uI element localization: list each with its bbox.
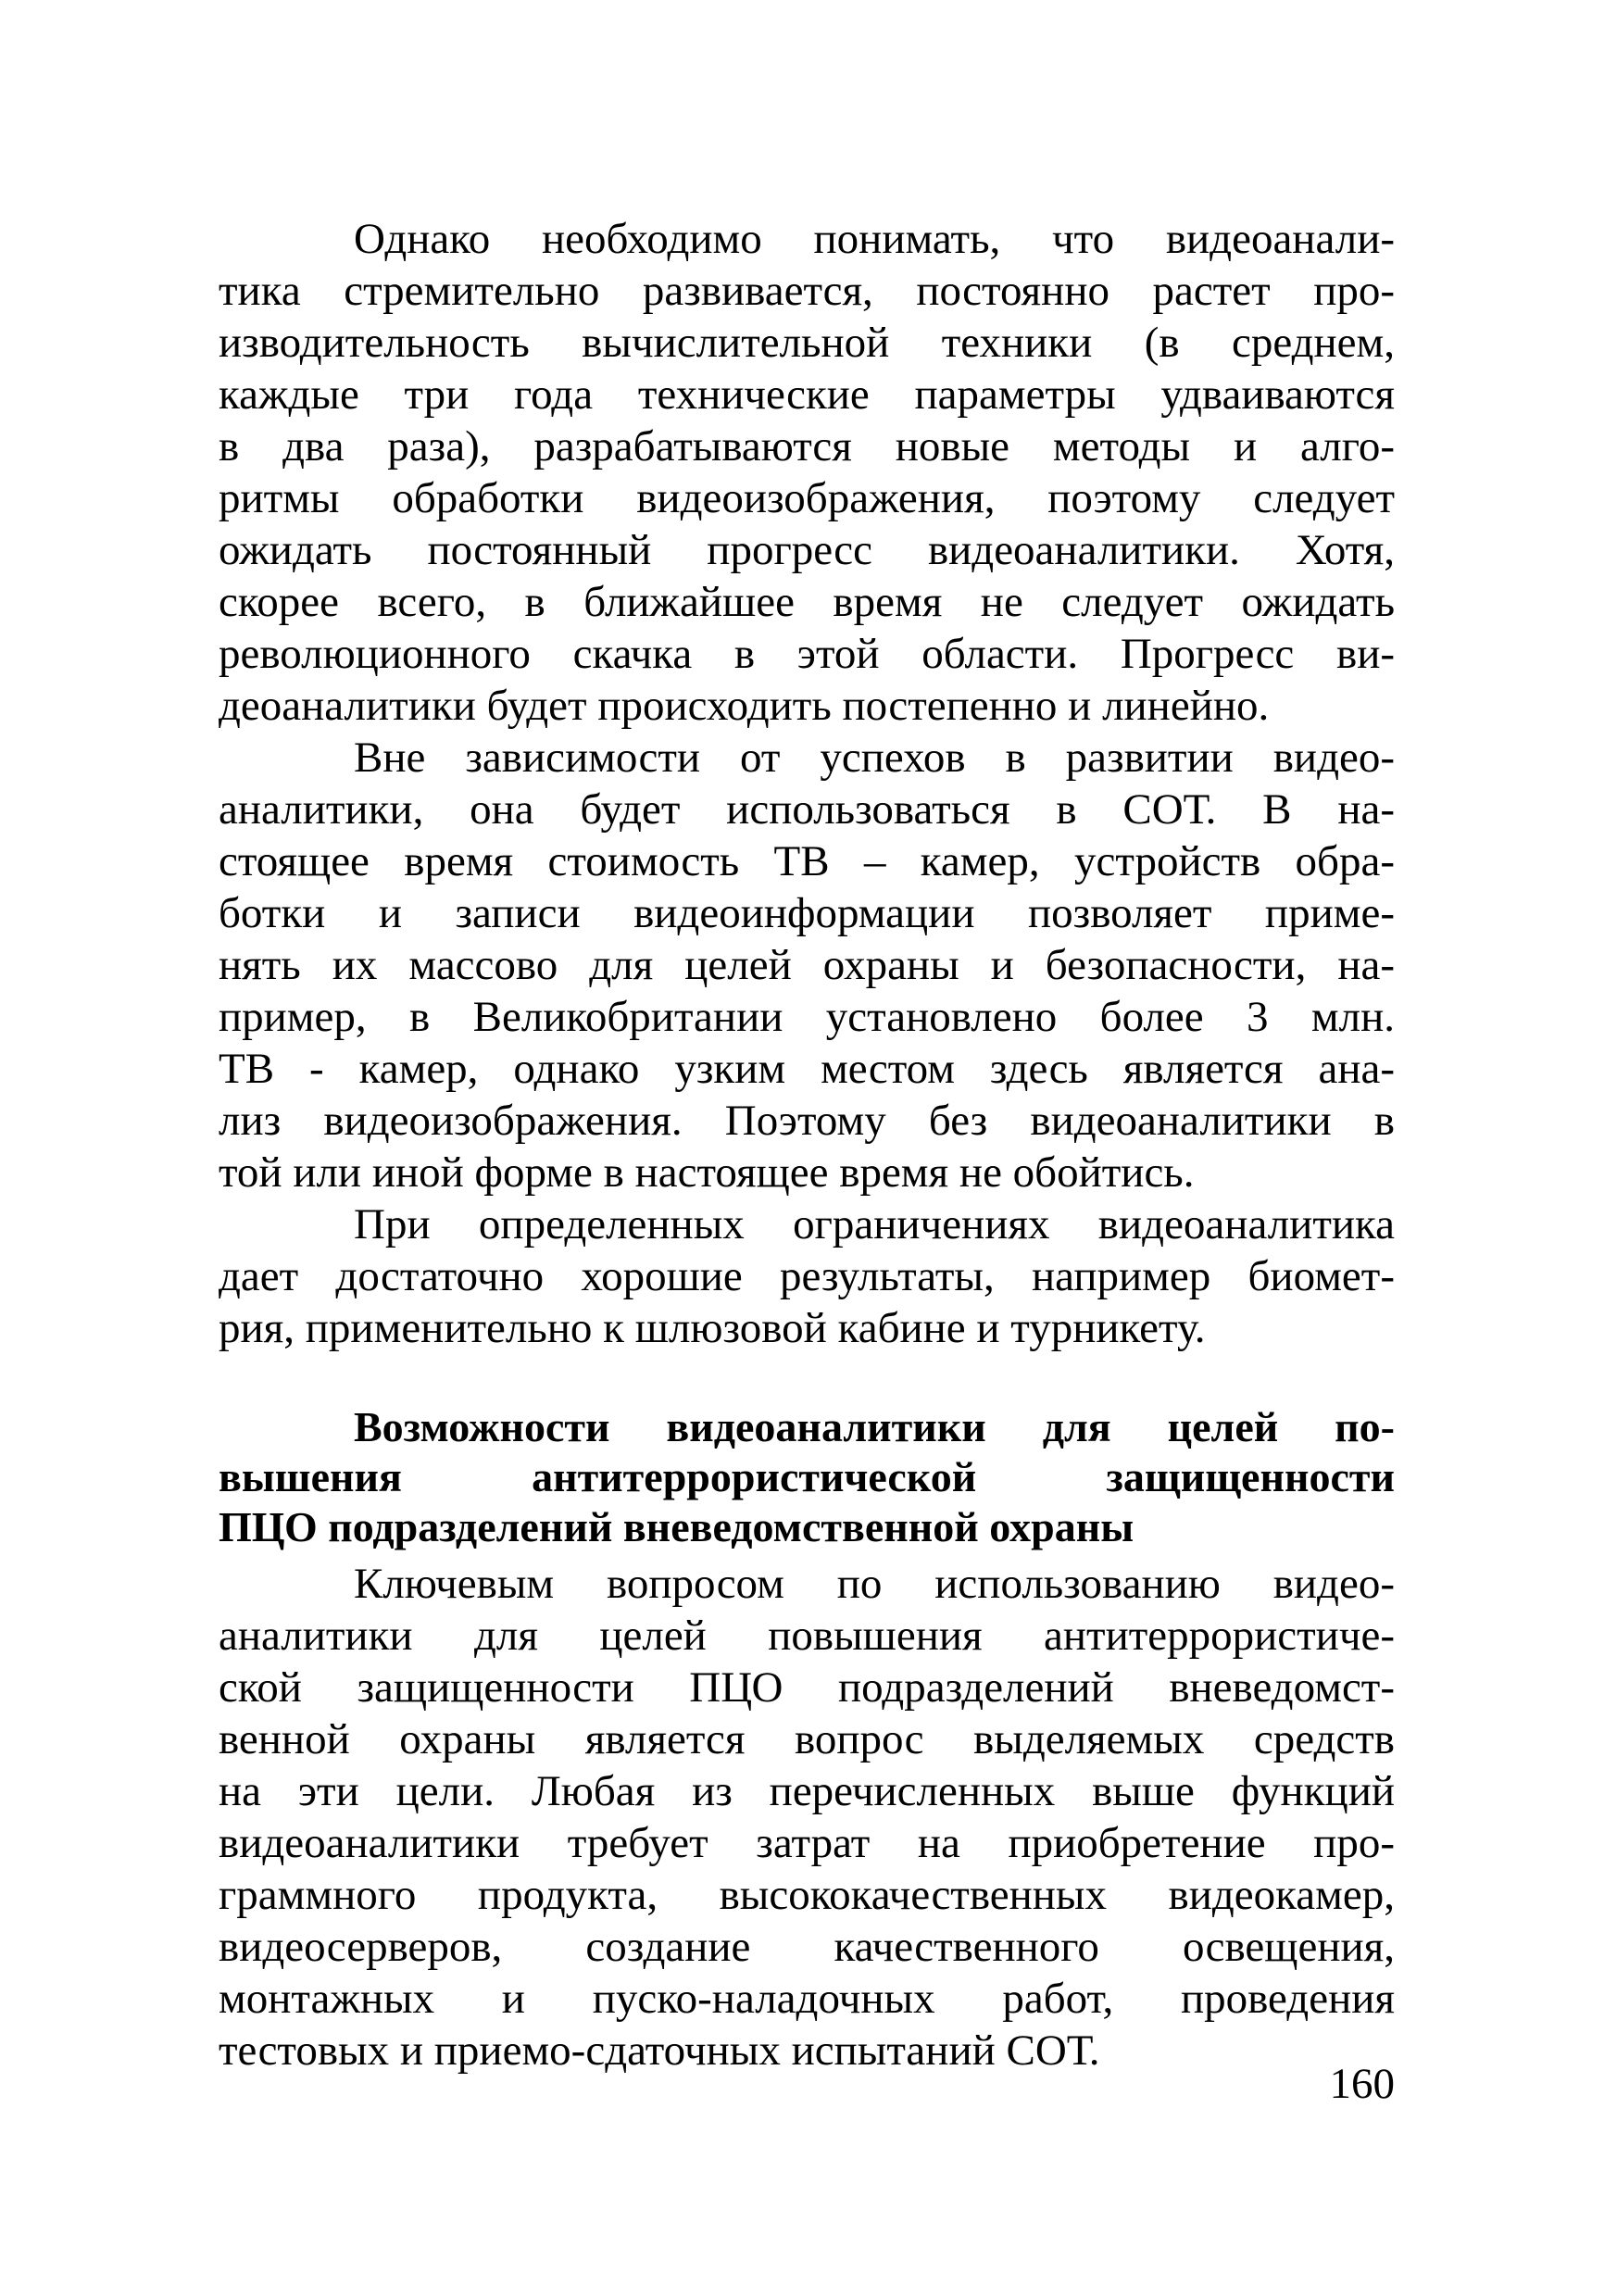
- paragraph-1: [219, 213, 1395, 732]
- text-line: дает достаточно хорошие результаты, например биомет-: [219, 1252, 1395, 1300]
- text-line: тика стремительно развивается, постоянно растет про-: [219, 267, 1395, 315]
- text-line: нять их массово для целей охраны и безопасности, на-: [219, 941, 1395, 989]
- paragraph-4: [219, 1558, 1395, 2076]
- text-line: граммного продукта, высококачественных видеокамер,: [219, 1871, 1395, 1919]
- text-line: Ключевым вопросом по использованию видео-: [354, 1560, 1395, 1608]
- text-line: революционного скачка в этой области. Прогресс ви-: [219, 630, 1395, 678]
- text-line: ботки и записи видеоинформации позволяет приме-: [219, 889, 1395, 937]
- text-line: изводительность вычислительной техники (в среднем,: [219, 319, 1395, 367]
- text-line: каждые три года технические параметры удваиваются: [219, 370, 1395, 419]
- paragraph-2: [219, 732, 1395, 1198]
- text-line: видеоаналитики требует затрат на приобретение про-: [219, 1819, 1395, 1867]
- text-line: ритмы обработки видеоизображения, поэтому следует: [219, 474, 1395, 522]
- text-line: ожидать постоянный прогресс видеоаналитики. Хотя,: [219, 526, 1395, 574]
- text-line: тестовых и приемо-сдаточных испытаний СОТ.: [219, 2026, 1100, 2075]
- text-line: деоаналитики будет происходить постепенно и линейно.: [219, 682, 1270, 730]
- heading-line: Возможности видеоаналитики для целей по-: [354, 1403, 1395, 1450]
- text-line: той или иной форме в настоящее время не обойтись.: [219, 1148, 1195, 1197]
- text-line: монтажных и пуско-наладочных работ, проведения: [219, 1975, 1395, 2023]
- document-page: [219, 213, 1395, 2204]
- text-line: видеосерверов, создание качественного освещения,: [219, 1923, 1395, 1971]
- text-line: лиз видеоизображения. Поэтому без видеоаналитики в: [219, 1097, 1395, 1145]
- text-line: в два раза), разрабатываются новые методы и алго-: [219, 422, 1395, 470]
- heading-line: вышения антитеррористической защищенности: [219, 1453, 1395, 1500]
- text-line: ской защищенности ПЦО подразделений вневедомст-: [219, 1663, 1395, 1712]
- text-line: При определенных ограничениях видеоаналитика: [354, 1200, 1395, 1248]
- text-line: стоящее время стоимость ТВ – камер, устройств обра-: [219, 837, 1395, 885]
- text-line: аналитики для целей повышения антитеррористиче-: [219, 1612, 1395, 1660]
- text-line: скорее всего, в ближайшее время не следует ожидать: [219, 578, 1395, 626]
- heading-line: ПЦО подразделений вневедомственной охраны: [219, 1503, 1134, 1550]
- text-line: ТВ - камер, однако узким местом здесь является ана-: [219, 1045, 1395, 1093]
- page-number: 160: [1329, 2060, 1395, 2108]
- text-line: Однако необходимо понимать, что видеоанали-: [354, 215, 1395, 263]
- paragraph-3: [219, 1198, 1395, 1354]
- text-line: рия, применительно к шлюзовой кабине и турникету.: [219, 1304, 1206, 1352]
- text-line: Вне зависимости от успехов в развитии видео-: [354, 734, 1395, 782]
- section-heading: [219, 1402, 1395, 1552]
- text-line: венной охраны является вопрос выделяемых средств: [219, 1715, 1395, 1763]
- text-line: аналитики, она будет использоваться в СОТ. В на-: [219, 785, 1395, 834]
- text-line: пример, в Великобритании установлено более 3 млн.: [219, 993, 1395, 1041]
- text-line: на эти цели. Любая из перечисленных выше функций: [219, 1767, 1395, 1815]
